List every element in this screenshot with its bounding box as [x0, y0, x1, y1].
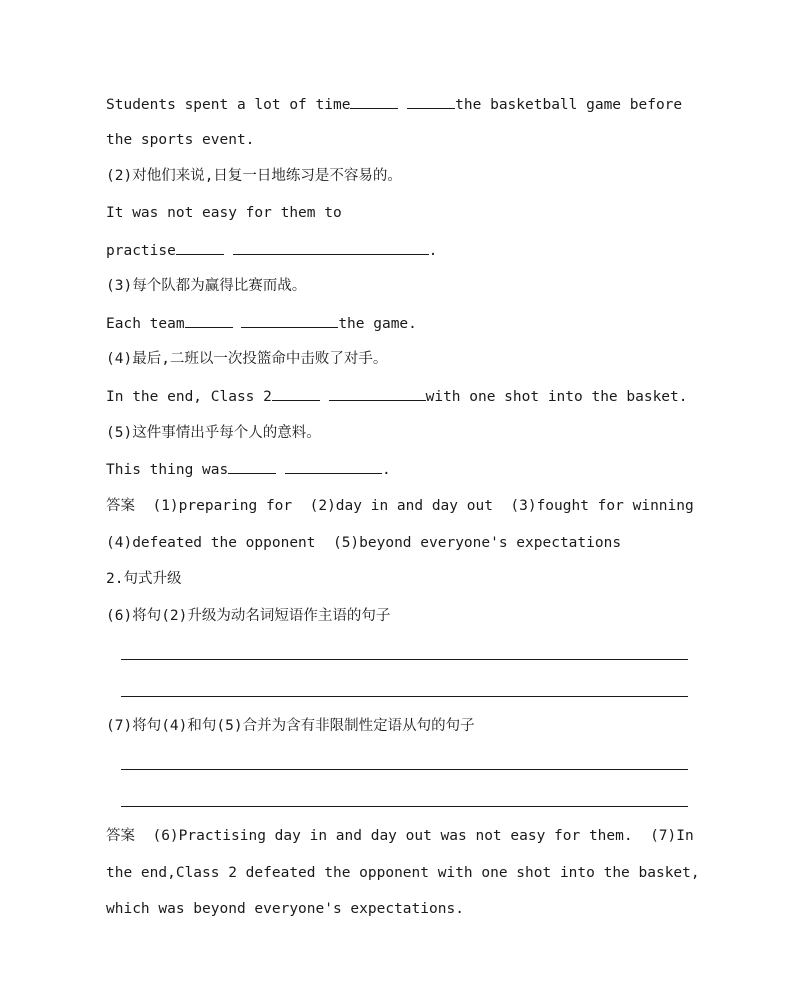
question-6-prompt: (6)将句(2)升级为动名词短语作主语的句子 [106, 608, 391, 624]
answer-label: 答案 [106, 828, 135, 844]
answer-blank [329, 386, 426, 401]
question-1-line-2: the sports event. [106, 132, 255, 148]
question-2-line-2 [106, 240, 437, 261]
question-7-prompt: (7)将句(4)和句(5)合并为含有非限制性定语从句的句子 [106, 718, 475, 734]
question-3-text-before: Each team [106, 316, 185, 332]
answer-blank [228, 459, 276, 474]
answer-text: (1)preparing for (2)day in and day out (3)fought for winning [152, 498, 694, 514]
question-2-text-after: . [428, 243, 438, 259]
question-2-prompt: (2)对他们来说,日复一日地练习是不容易的。 [106, 168, 402, 184]
question-3-line [106, 313, 417, 334]
question-3-prompt: (3)每个队都为赢得比赛而战。 [106, 278, 307, 294]
answer-1-line-1 [106, 496, 694, 516]
answer-blank [285, 459, 382, 474]
writing-line [121, 769, 688, 770]
answer-blank [176, 240, 224, 255]
question-4-text-before: In the end, Class 2 [106, 389, 272, 405]
question-2-text-before: practise [106, 243, 176, 259]
question-4-prompt: (4)最后,二班以一次投篮命中击败了对手。 [106, 351, 388, 367]
writing-line [121, 696, 688, 697]
answer-label: 答案 [106, 498, 135, 514]
question-1-text-before: Students spent a lot of time [106, 97, 351, 113]
section-heading: 2.句式升级 [106, 571, 182, 587]
answer-1-line-2: (4)defeated the opponent (5)beyond everyone's expectations [106, 535, 622, 551]
answer-blank [272, 386, 320, 401]
question-1-text-after: the basketball game before [455, 97, 683, 113]
answer-blank [407, 94, 455, 109]
answer-text: (6)Practising day in and day out was not easy for them. (7)In [152, 828, 694, 844]
question-5-text-before: This thing was [106, 462, 229, 478]
answer-blank [233, 240, 429, 255]
question-2-line-1: It was not easy for them to [106, 205, 342, 221]
answer-blank [350, 94, 398, 109]
writing-line [121, 806, 688, 807]
answer-2-line-1 [106, 826, 694, 846]
question-5-text-after: . [381, 462, 391, 478]
answer-blank [241, 313, 338, 328]
answer-blank [185, 313, 233, 328]
question-4-line [106, 386, 688, 407]
question-5-prompt: (5)这件事情出乎每个人的意料。 [106, 425, 321, 441]
question-1-line-1 [106, 94, 682, 115]
answer-2-line-2: the end,Class 2 defeated the opponent with one shot into the basket, [106, 865, 700, 881]
writing-line [121, 659, 688, 660]
question-5-line [106, 459, 391, 480]
question-3-text-after: the game. [338, 316, 417, 332]
question-4-text-after: with one shot into the basket. [425, 389, 688, 405]
answer-2-line-3: which was beyond everyone's expectations. [106, 901, 464, 917]
